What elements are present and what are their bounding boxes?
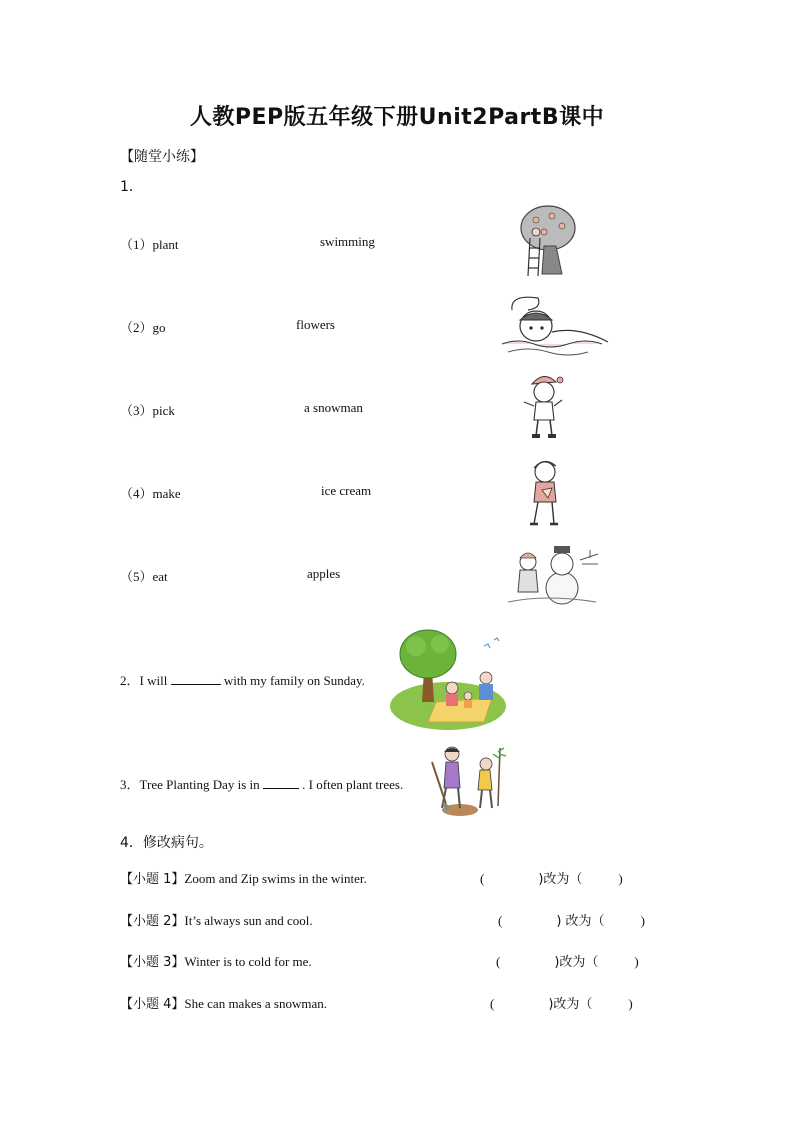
close-paren: ): [634, 954, 639, 969]
q3-prefix: 3．Tree Planting Day is in: [120, 777, 260, 792]
close-paren: ): [628, 996, 633, 1011]
open-paren: (: [498, 913, 503, 928]
q1-row-4-left: （4）make: [120, 486, 181, 501]
change-to-label: ) 改为（: [556, 914, 605, 929]
page-title: 人教PEP版五年级下册Unit2PartB课中: [189, 105, 605, 130]
q4-item-2-text: It’s always sun and cool.: [184, 913, 313, 928]
q1-row-3-left: （3）pick: [120, 403, 175, 418]
q4-item-4-answer[interactable]: [490, 993, 633, 1012]
q4-item-3-text: Winter is to cold for me.: [184, 954, 312, 969]
change-to-label: )改为（: [554, 955, 599, 970]
q4-item-3: [120, 951, 312, 970]
q2-suffix: with my family on Sunday.: [223, 673, 365, 688]
ice-cream-child-illustration: [522, 454, 568, 528]
q3-suffix: . I often plant trees.: [302, 777, 404, 792]
q4-item-4-label: 【小题 4】: [120, 997, 185, 1012]
question-2: [120, 670, 365, 689]
q3-answer-blank[interactable]: [263, 776, 299, 789]
q4-item-2-answer[interactable]: [498, 910, 645, 929]
open-paren: (: [496, 954, 501, 969]
open-paren: (: [480, 871, 485, 886]
question-3: [120, 774, 403, 793]
q1-row-2-left: （2）go: [120, 320, 166, 335]
q4-item-3-answer[interactable]: [496, 951, 639, 970]
q1-row-5-right: apples: [307, 566, 341, 581]
picnic-illustration: [388, 626, 506, 732]
q4-item-1-answer[interactable]: [480, 868, 623, 887]
change-to-label: )改为（: [548, 997, 593, 1012]
tree-planting-illustration: [424, 744, 510, 820]
q1-row-5-left: （5）eat: [120, 569, 168, 584]
picking-apples-illustration: [514, 202, 580, 278]
q1-row-4-right: ice cream: [321, 483, 372, 498]
q1-row-3-right: a snowman: [304, 400, 363, 415]
q2-answer-blank[interactable]: [171, 672, 221, 685]
section-label: 【随堂小练】: [120, 149, 204, 165]
question-1-number: 1．: [120, 179, 143, 195]
q4-item-1: [120, 868, 367, 887]
q2-prefix: 2．I will: [120, 673, 168, 688]
close-paren: ): [640, 913, 645, 928]
child-flowers-illustration: [520, 370, 568, 442]
q1-row-2-right: flowers: [296, 317, 335, 332]
q4-item-3-label: 【小题 3】: [120, 955, 185, 970]
q1-row-1-right: swimming: [320, 234, 375, 249]
q4-item-2: [120, 910, 313, 929]
q4-item-4: [120, 993, 327, 1012]
q4-item-2-label: 【小题 2】: [120, 914, 185, 929]
close-paren: ): [618, 871, 623, 886]
question-4-heading: 4．修改病句。: [120, 835, 213, 851]
change-to-label: )改为（: [538, 872, 583, 887]
snowman-illustration: [506, 540, 602, 606]
swimming-illustration: [498, 290, 614, 358]
q4-item-4-text: She can makes a snowman.: [184, 996, 328, 1011]
q4-item-1-text: Zoom and Zip swims in the winter.: [184, 871, 367, 886]
q4-item-1-label: 【小题 1】: [120, 872, 185, 887]
open-paren: (: [490, 996, 495, 1011]
q1-row-1-left: （1）plant: [120, 237, 179, 252]
